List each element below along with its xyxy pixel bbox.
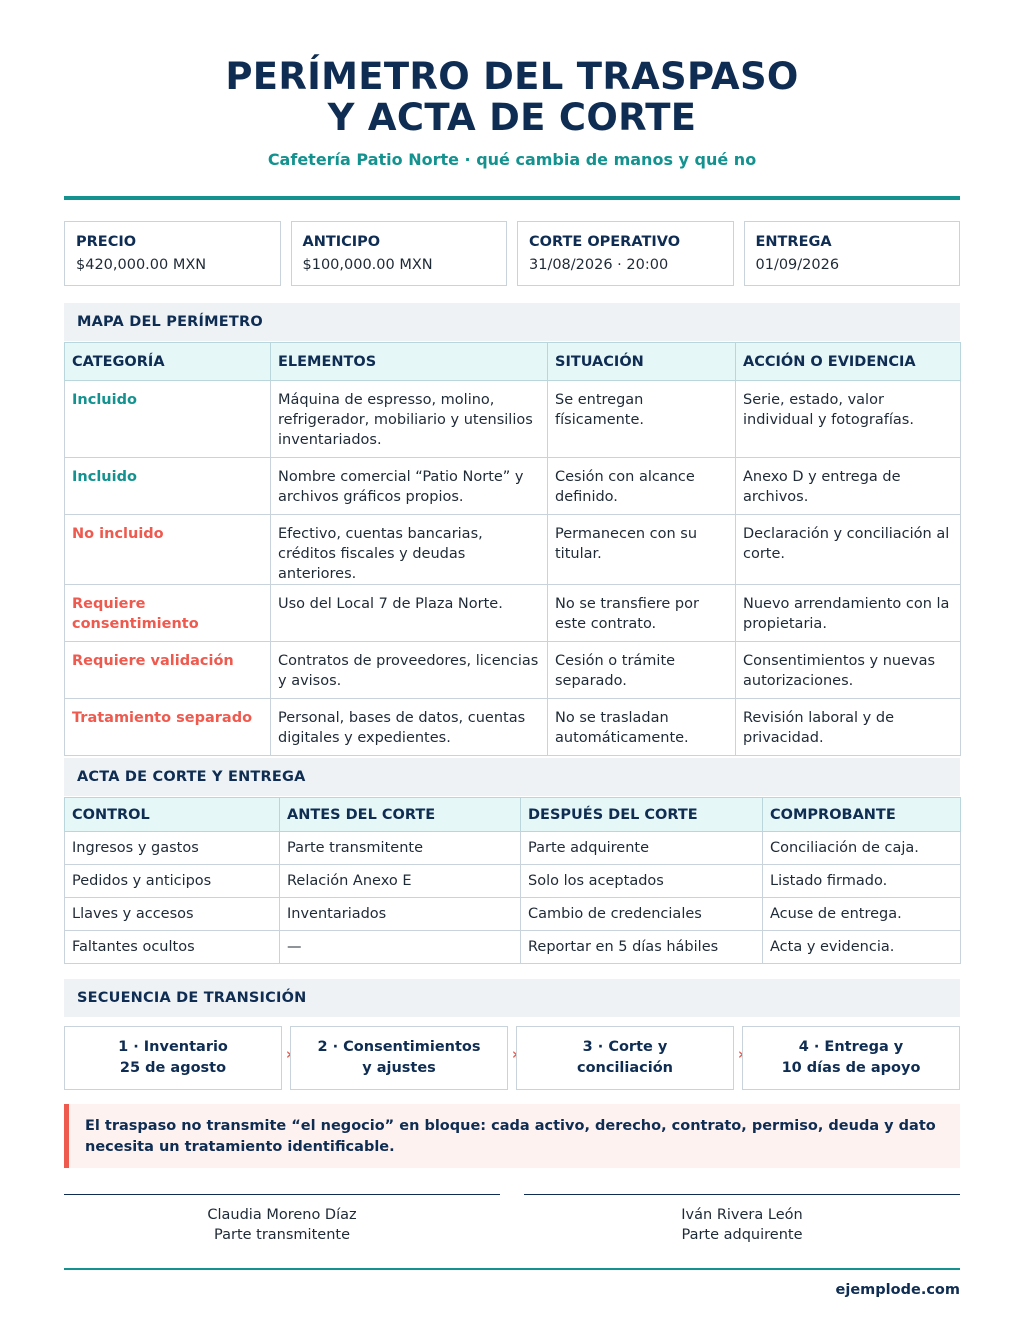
table-cell: Parte adquirente	[521, 832, 763, 865]
status-cell: No se transfiere por este contrato.	[548, 585, 736, 642]
summary-label: PRECIO	[76, 234, 137, 250]
summary-card-price	[64, 221, 281, 286]
chevron-right-icon: ›	[737, 1045, 744, 1063]
action-cell: Anexo D y entrega de archivos.	[736, 458, 961, 515]
signer-name: Claudia Moreno Díaz	[207, 1207, 357, 1223]
summary-value: $100,000.00 MXN	[302, 257, 433, 273]
table-cell: Inventariados	[280, 898, 521, 931]
summary-cards	[64, 221, 960, 286]
column-header: SITUACIÓN	[548, 343, 736, 381]
summary-value: 31/08/2026 · 20:00	[529, 257, 669, 273]
column-header: CATEGORÍA	[65, 343, 271, 381]
summary-label: ANTICIPO	[302, 234, 381, 250]
signature-block-transmitter	[64, 1194, 500, 1243]
summary-value: $420,000.00 MXN	[76, 257, 207, 273]
signer-role: Parte adquirente	[681, 1227, 803, 1243]
column-header: ELEMENTOS	[271, 343, 548, 381]
signature-block-acquirer	[524, 1194, 960, 1243]
transition-sequence	[64, 1026, 960, 1090]
signer-name: Iván Rivera León	[681, 1207, 803, 1223]
table-cell: Pedidos y anticipos	[65, 865, 280, 898]
step-label: 1 · Inventario 25 de agosto	[118, 1039, 228, 1076]
status-cell: Cesión con alcance definido.	[548, 458, 736, 515]
summary-label: CORTE OPERATIVO	[529, 234, 681, 250]
page-subtitle: Cafetería Patio Norte · qué cambia de manos y qué no	[267, 150, 757, 169]
category-cell: Requiere validación	[65, 642, 271, 699]
page-title	[64, 56, 960, 138]
sequence-step-1	[64, 1026, 292, 1090]
table-row	[65, 699, 961, 756]
signer-role: Parte transmitente	[214, 1227, 350, 1243]
category-cell: Incluido	[65, 458, 271, 515]
signature-line	[524, 1194, 960, 1195]
column-header: DESPUÉS DEL CORTE	[521, 798, 763, 832]
table-row	[65, 458, 961, 515]
table-cell: Listado firmado.	[763, 865, 961, 898]
table-row	[65, 642, 961, 699]
table-cell: Ingresos y gastos	[65, 832, 280, 865]
chevron-right-icon: ›	[511, 1045, 518, 1063]
category-cell: Tratamiento separado	[65, 699, 271, 756]
table-cell: Reportar en 5 días hábiles	[521, 931, 763, 964]
summary-card-delivery	[744, 221, 961, 286]
bottom-divider	[64, 1268, 960, 1270]
table-row	[65, 832, 961, 865]
table-cell: Solo los aceptados	[521, 865, 763, 898]
status-cell: Se entregan físicamente.	[548, 381, 736, 458]
elements-cell: Personal, bases de datos, cuentas digitales y expedientes.	[271, 699, 548, 756]
category-cell: Requiere consentimiento	[65, 585, 271, 642]
table-cell: Relación Anexo E	[280, 865, 521, 898]
sequence-step-2	[290, 1026, 518, 1090]
table-row	[65, 865, 961, 898]
action-cell: Declaración y conciliación al corte.	[736, 515, 961, 585]
action-cell: Consentimientos y nuevas autorizaciones.	[736, 642, 961, 699]
column-header: CONTROL	[65, 798, 280, 832]
status-cell: Permanecen con su titular.	[548, 515, 736, 585]
table-header-row	[65, 798, 961, 832]
elements-cell: Uso del Local 7 de Plaza Norte.	[271, 585, 548, 642]
table-header-row	[65, 343, 961, 381]
elements-cell: Nombre comercial “Patio Norte” y archivos gráficos propios.	[271, 458, 548, 515]
elements-cell: Efectivo, cuentas bancarias, créditos fiscales y deudas anteriores.	[271, 515, 548, 585]
summary-card-deposit	[291, 221, 508, 286]
action-cell: Serie, estado, valor individual y fotografías.	[736, 381, 961, 458]
table-cell: Acuse de entrega.	[763, 898, 961, 931]
action-cell: Revisión laboral y de privacidad.	[736, 699, 961, 756]
table-row	[65, 898, 961, 931]
status-cell: No se trasladan automáticamente.	[548, 699, 736, 756]
sequence-step-4	[742, 1026, 960, 1090]
summary-label: ENTREGA	[755, 234, 832, 250]
table-cell: Parte transmitente	[280, 832, 521, 865]
step-label: 4 · Entrega y 10 días de apoyo	[781, 1039, 921, 1076]
elements-cell: Contratos de proveedores, licencias y avisos.	[271, 642, 548, 699]
table-row	[65, 585, 961, 642]
table-cell: Llaves y accesos	[65, 898, 280, 931]
table-row	[65, 515, 961, 585]
signature-line	[64, 1194, 500, 1195]
section-heading-perimeter: MAPA DEL PERÍMETRO	[64, 303, 960, 341]
table-cell: Conciliación de caja.	[763, 832, 961, 865]
table-cell: Cambio de credenciales	[521, 898, 763, 931]
category-cell: Incluido	[65, 381, 271, 458]
step-label: 2 · Consentimientos y ajustes	[317, 1039, 481, 1076]
action-cell: Nuevo arrendamiento con la propietaria.	[736, 585, 961, 642]
top-divider	[64, 196, 960, 200]
section-heading-acta: ACTA DE CORTE Y ENTREGA	[64, 758, 960, 796]
step-label: 3 · Corte y conciliación	[576, 1039, 674, 1076]
acta-table	[64, 797, 961, 964]
summary-value: 01/09/2026	[755, 257, 840, 273]
sequence-step-3	[516, 1026, 744, 1090]
footer-site: ejemplode.com	[835, 1282, 960, 1298]
table-cell: Acta y evidencia.	[763, 931, 961, 964]
table-row	[65, 381, 961, 458]
section-heading-sequence: SECUENCIA DE TRANSICIÓN	[64, 979, 960, 1017]
table-row	[65, 931, 961, 964]
column-header: ACCIÓN O EVIDENCIA	[736, 343, 961, 381]
column-header: COMPROBANTE	[763, 798, 961, 832]
title-line-1: PERÍMETRO DEL TRASPASO	[225, 55, 799, 98]
category-cell: No incluido	[65, 515, 271, 585]
table-cell: —	[280, 931, 521, 964]
chevron-right-icon: ›	[285, 1045, 292, 1063]
status-cell: Cesión o trámite separado.	[548, 642, 736, 699]
warning-note: El traspaso no transmite “el negocio” en bloque: cada activo, derecho, contrato, permiso, deuda y dato necesita un tratamiento identificable.	[64, 1104, 960, 1168]
perimeter-table	[64, 342, 961, 756]
column-header: ANTES DEL CORTE	[280, 798, 521, 832]
title-line-2: Y ACTA DE CORTE	[327, 96, 697, 139]
table-cell: Faltantes ocultos	[65, 931, 280, 964]
summary-card-cutoff	[517, 221, 734, 286]
elements-cell: Máquina de espresso, molino, refrigerador, mobiliario y utensilios inventariados.	[271, 381, 548, 458]
